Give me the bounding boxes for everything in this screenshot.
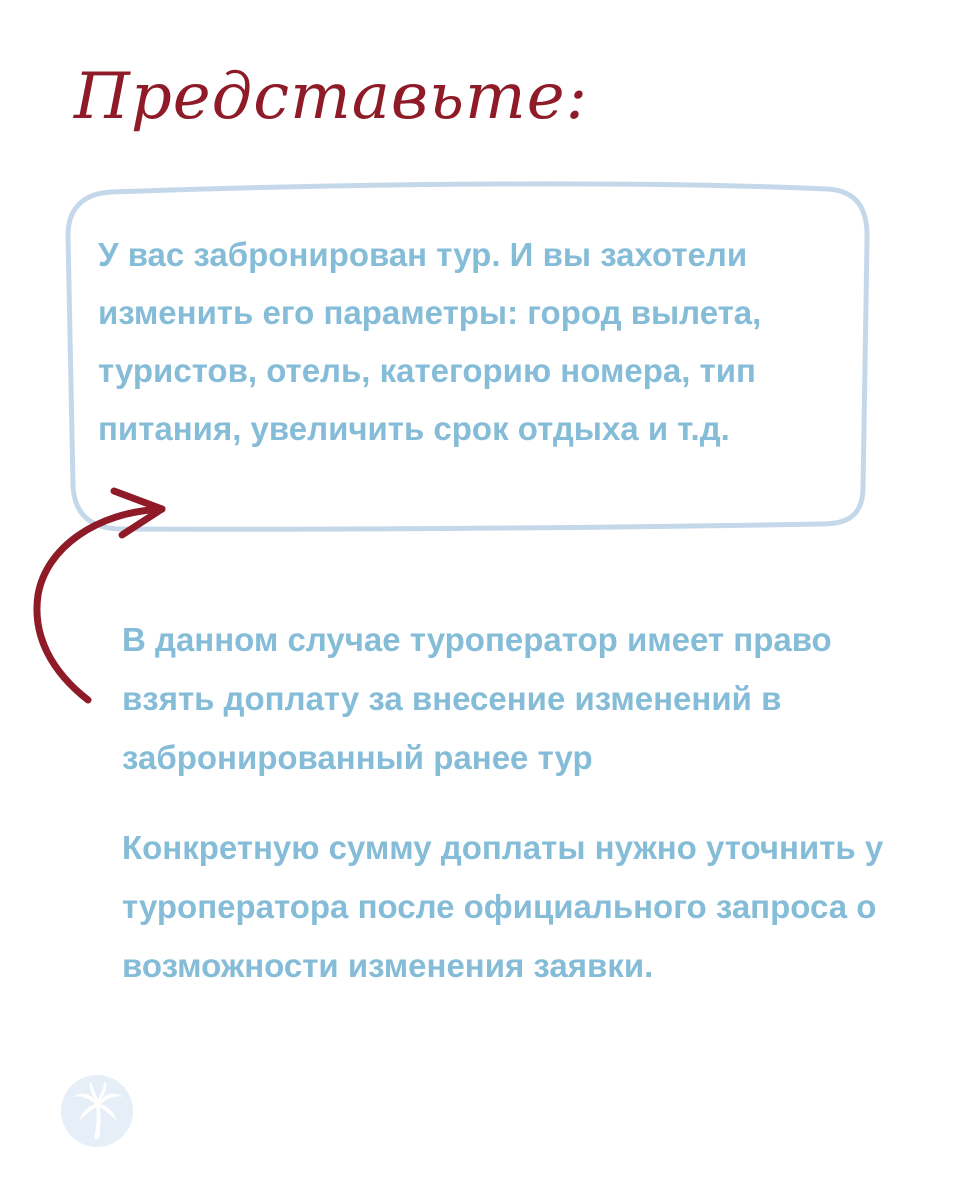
paragraph-1: В данном случае туроператор имеет право взять доплату за внесение изменений в забронированный ранее тур	[122, 621, 832, 776]
box-text: У вас забронирован тур. И вы захотели изменить его параметры: город вылета, туристов, отель, категорию номера, тип питания, увеличить срок отдыха и т.д.	[98, 236, 762, 447]
paragraph-2: Конкретную сумму доплаты нужно уточнить у туроператора после официального запроса о возможности изменения заявки.	[122, 829, 884, 984]
page-heading: Представьте:	[74, 60, 589, 134]
palm-tree-logo-icon	[61, 1075, 133, 1147]
